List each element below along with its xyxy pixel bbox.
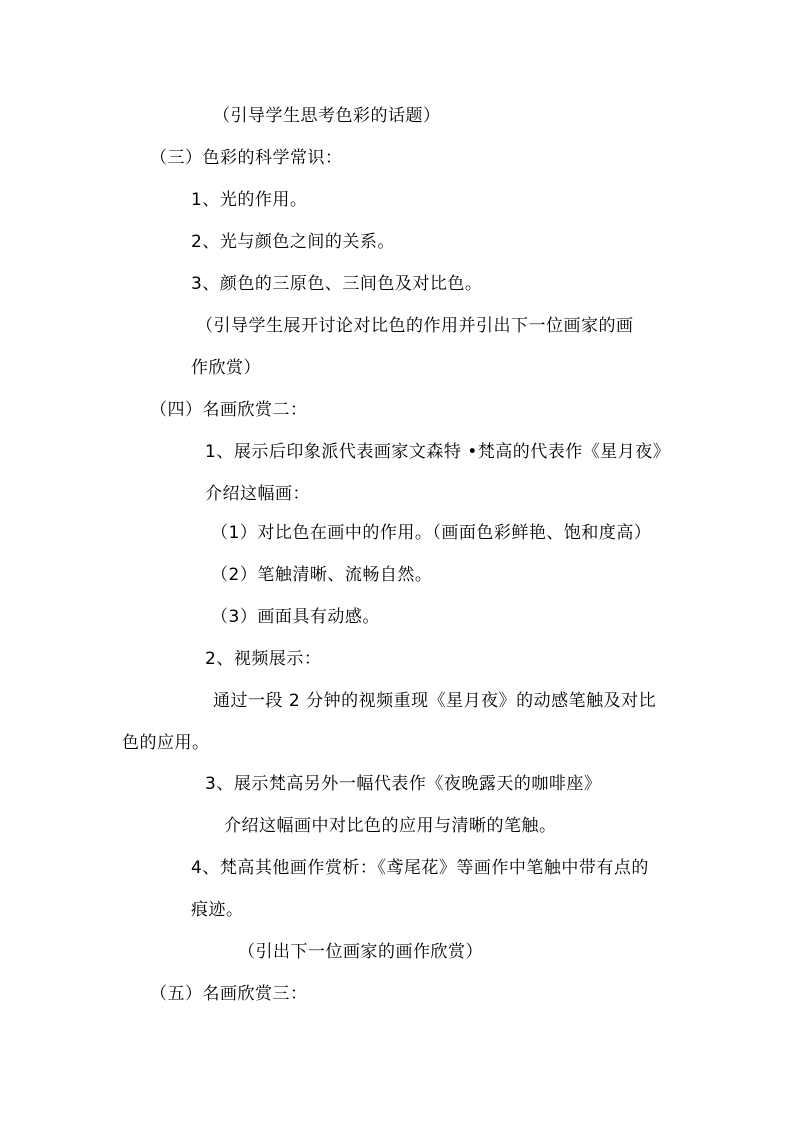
text-line: 介绍这幅画： [205, 484, 310, 504]
text-line: 色的应用。 [122, 733, 210, 753]
section-heading: （三）色彩的科学常识： [150, 148, 343, 168]
text-line: 2、视频展示： [205, 649, 322, 669]
text-line: 4、梵高其他画作赏析：《鸢尾花》等画作中笔触中带有点的 [191, 858, 649, 878]
text-line: 介绍这幅画中对比色的应用与清晰的笔触。 [224, 816, 557, 836]
text-line: 1、展示后印象派代表画家文森特 •梵高的代表作《星月夜》 [205, 442, 671, 462]
section-heading: （四）名画欣赏二： [150, 400, 308, 420]
text-line: （1）对比色在画中的作用。（画面色彩鲜艳、饱和度高） [211, 523, 652, 543]
text-line: 3、颜色的三原色、三间色及对比色。 [191, 274, 483, 294]
text-line: （3）画面具有动感。 [211, 607, 380, 627]
section-heading: （五）名画欣赏三： [150, 984, 308, 1004]
text-line: 1、光的作用。 [191, 190, 308, 210]
text-line: （2）笔触清晰、流畅自然。 [211, 565, 433, 585]
text-line: （引导学生思考色彩的话题） [213, 106, 441, 126]
text-line: 3、展示梵高另外一幅代表作《夜晚露天的咖啡座》 [205, 774, 602, 794]
text-line: （引出下一位画家的画作欣赏） [238, 942, 483, 962]
text-line: （引导学生展开讨论对比色的作用并引出下一位画家的画 [196, 316, 634, 336]
text-line: 通过一段 2 分钟的视频重现《星月夜》的动感笔触及对比 [213, 691, 657, 711]
text-line: 2、光与颜色之间的关系。 [191, 232, 395, 252]
text-line: 痕迹。 [191, 900, 244, 920]
text-line: 作欣赏） [191, 358, 261, 378]
